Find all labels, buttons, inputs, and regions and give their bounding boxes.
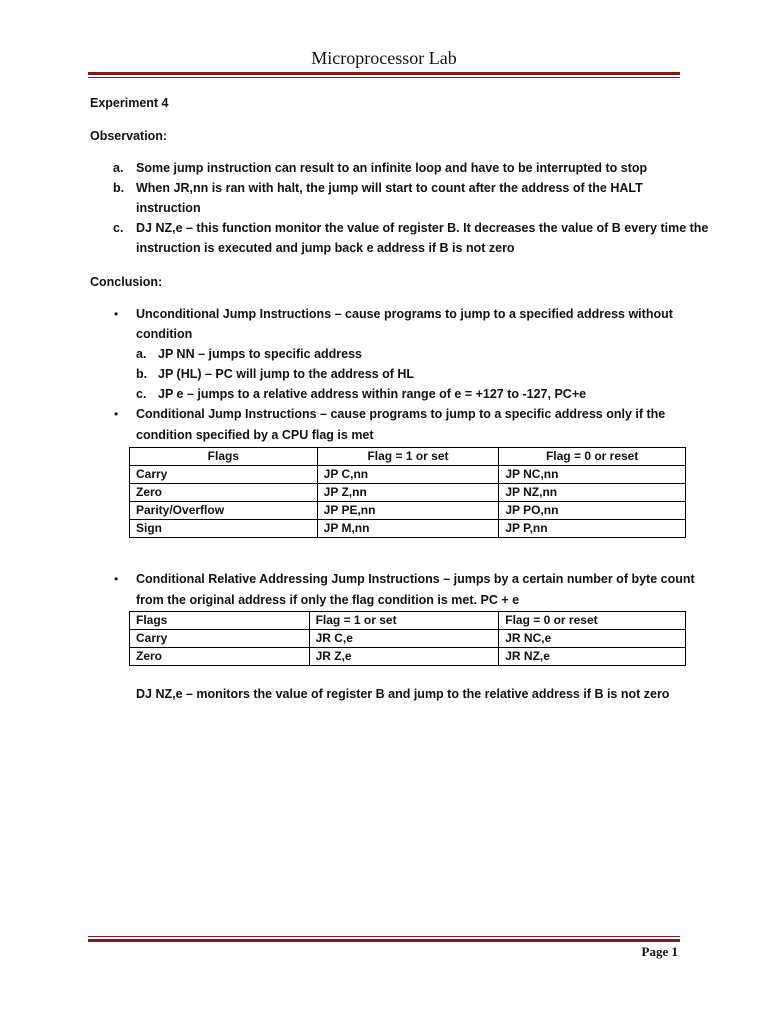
table-cell: Carry [130,630,310,648]
table-cell: JP P,nn [499,520,686,538]
table-cell: JR NZ,e [499,648,686,666]
relative-jump-flags-table [129,611,686,666]
sub-item-marker: b. [136,367,148,381]
table-cell: JR Z,e [309,648,499,666]
table-cell: JP C,nn [317,466,499,484]
sub-item-marker: a. [136,347,147,361]
footer-rule-thin [88,936,680,937]
table-header-cell: Flag = 0 or reset [499,612,686,630]
bullet-text: condition [136,327,193,341]
footer-rule-thick [88,939,680,942]
table-header-cell: Flags [130,448,318,466]
observation-item-marker: a. [113,161,124,175]
table-cell: JP PO,nn [499,502,686,520]
table-cell: JP M,nn [317,520,499,538]
experiment-label: Experiment 4 [90,96,169,110]
observation-item-text: DJ NZ,e – this function monitor the value of register B. It decreases the value of B every time the [136,221,709,235]
sub-item-text: JP (HL) – PC will jump to the address of HL [158,367,415,381]
table-header-cell: Flag = 1 or set [309,612,499,630]
bullet-text: Conditional Relative Addressing Jump Instructions – jumps by a certain number of byte count [136,572,695,586]
observation-item-text: instruction [136,201,201,215]
table-header-cell: Flag = 1 or set [317,448,499,466]
table-cell: Zero [130,648,310,666]
page-header-title: Microprocessor Lab [311,48,457,68]
table-cell: Zero [130,484,318,502]
observation-item-marker: c. [113,221,124,235]
sub-item-text: JP NN – jumps to specific address [158,347,363,361]
table-header-cell: Flag = 0 or reset [499,448,686,466]
table-header-cell: Flags [130,612,310,630]
bullet-text: from the original address if only the flag condition is met. PC + e [136,593,520,607]
bullet-text: condition specified by a CPU flag is met [136,428,374,442]
bullet-icon: • [114,572,119,586]
sub-item-marker: c. [136,387,147,401]
table-cell: Parity/Overflow [130,502,318,520]
observation-heading: Observation: [90,129,168,143]
sub-item-text: JP e – jumps to a relative address within range of e = +127 to -127, PC+e [158,387,587,401]
table-row [130,484,686,502]
observation-item-marker: b. [113,181,125,195]
table-cell: Sign [130,520,318,538]
table-cell: Carry [130,466,318,484]
table-row [130,648,686,666]
table-row [130,520,686,538]
table-cell: JR C,e [309,630,499,648]
table-row [130,466,686,484]
page-number: Page 1 [641,944,678,959]
observation-item-text: When JR,nn is ran with halt, the jump will start to count after the address of the HALT [136,181,643,195]
table-row [130,502,686,520]
bullet-icon: • [114,307,119,321]
header-rule-thick [88,72,680,75]
bullet-text: Conditional Jump Instructions – cause programs to jump to a specific address only if the [136,407,666,421]
djnz-note: DJ NZ,e – monitors the value of register B and jump to the relative address if B is not zero [136,687,670,701]
table-cell: JR NC,e [499,630,686,648]
table-header-row [130,612,686,630]
table-cell: JP NC,nn [499,466,686,484]
table-cell: JP PE,nn [317,502,499,520]
bullet-text: Unconditional Jump Instructions – cause programs to jump to a specified address without [136,307,673,321]
header-rule-thin [88,77,680,78]
table-header-row [130,448,686,466]
bullet-icon: • [114,407,119,421]
observation-item-text: Some jump instruction can result to an infinite loop and have to be interrupted to stop [136,161,648,175]
table-cell: JP Z,nn [317,484,499,502]
jump-flags-table [129,447,686,538]
table-cell: JP NZ,nn [499,484,686,502]
observation-item-text: instruction is executed and jump back e address if B is not zero [136,241,515,255]
table-row [130,630,686,648]
conclusion-heading: Conclusion: [90,275,163,289]
